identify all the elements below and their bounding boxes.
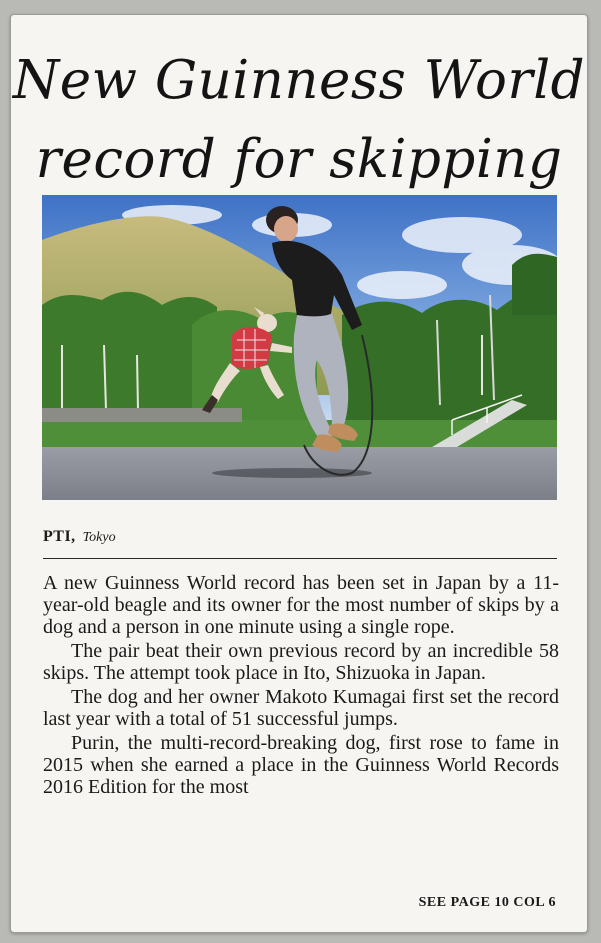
- byline-rule: [43, 558, 557, 559]
- paragraph-1: A new Guinness World record has been set in Japan by a 11-year-old beagle and its owner for the most number of skips by a dog and a person in one minute using a single rope.: [43, 572, 559, 638]
- byline-agency: PTI,: [43, 528, 76, 545]
- low-wall: [42, 408, 242, 422]
- byline: [43, 528, 116, 546]
- paragraph-4: Purin, the multi-record-breaking dog, first rose to fame in 2015 when she earned a place in the Guinness World Records 2016 Edition for the most: [43, 732, 559, 798]
- newspaper-clipping: [10, 14, 588, 933]
- shadow: [212, 468, 372, 478]
- continued-on-line: SEE PAGE 10 COL 6: [418, 895, 556, 910]
- headline-line-2: record for skipping: [35, 129, 563, 190]
- headline-line-1: New Guinness World: [12, 50, 586, 111]
- paragraph-3: The dog and her owner Makoto Kumagai first set the record last year with a total of 51 successful jumps.: [43, 686, 559, 730]
- paragraph-2: The pair beat their own previous record by an incredible 58 skips. The attempt took place in Ito, Shizuoka in Japan.: [43, 640, 559, 684]
- article-body: [43, 572, 559, 800]
- byline-dateline: Tokyo: [82, 530, 116, 545]
- headline: [11, 41, 587, 199]
- article-photo: [42, 195, 557, 500]
